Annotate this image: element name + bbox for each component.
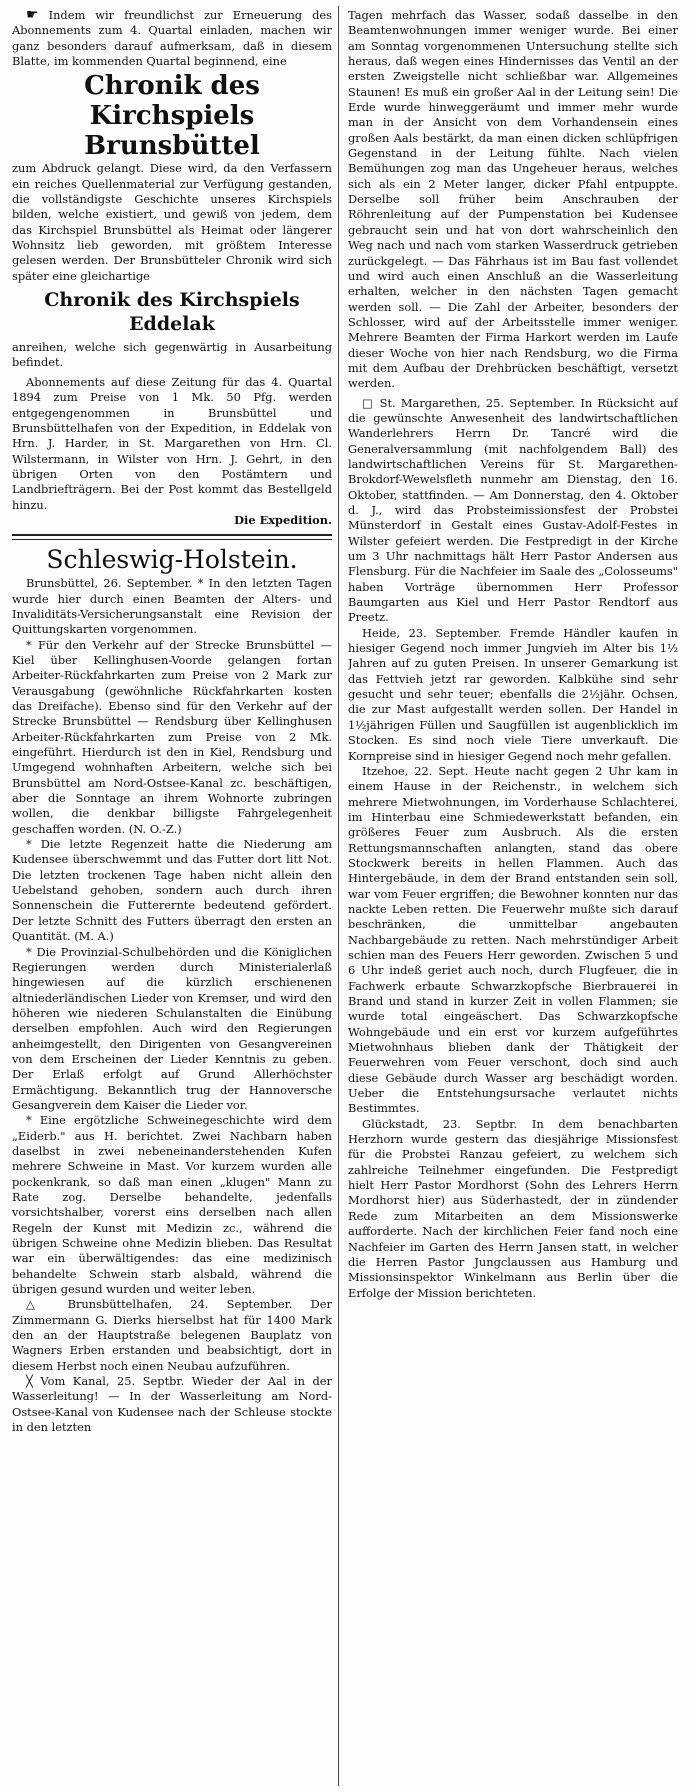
chronik-paragraph: zum Abdruck gelangt. Diese wird, da den Verfassern ein reiches Quellenmaterial zur Verfügung gestanden, die vollständigste Geschichte unseres Kirchspiels bilden, welche existiert, und gewiß von jedem, dem das Kirchspiel Brunsbüttel als Heimat oder längerer Wohnsitz lieb geworden, mit größtem Interesse gelesen werden. Der Brunsbütteler Chronik wird sich später eine gleichartige — [12, 161, 332, 283]
article-revision: Brunsbüttel, 26. September. * In den letzten Tagen wurde hier durch einen Beamten der Alters- und Invaliditäts-Versicherungsanstalt eine Revision der Quittungskarten vorgenommen. — [12, 576, 332, 637]
article-aal-continued: Tagen mehrfach das Wasser, sodaß dasselbe in den Beamtenwohnungen immer weniger wurde. Bei einer am Sonntag vorgenommenen Untersuchung stellte sich heraus, daß wegen eines Hindernisses das Ventil an der ersten Zweigstelle nicht schließbar war. Allgemeines Staunen! Es muß ein großer Aal in der Leitung sein! Die Erde wurde hinweggeräumt und immer mehr wurde man in der Ansicht von dem Vorhandensein eines großen Aals bestärkt, da man einen dicken schlüpfrigen Gegenstand in der Leitung fühlte. Nach vielen Bemühungen zog man das Ungeheuer heraus, welches sich als ein 2 Meter langer, dicker Pfahl entpuppte. Derselbe soll früher beim Anschrauben der Röhrenleitung auf der Pumpenstation bei Kudensee gebraucht sein und hat von dort wahrscheinlich den Weg nach und nach vom starken Wasserdruck getrieben zurückgelegt. — Das Fährhaus ist im Bau fast vollendet und wird auch einen Anschluß an die Wasserleitung erhalten, welcher in den nächsten Tagen gemacht werden soll. — Die Zahl der Arbeiter, besonders der Schlosser, wird auf der Arbeitsstelle immer weniger. Mehrere Beamten der Firma Harkort werden im Laufe dieser Woche von hier nach Rendsburg, wo die Firma mit dem Aufbau der Drehbrücken beschäftigt, versetzt werden. — [348, 8, 678, 391]
article-rueckfahrkarten: * Für den Verkehr auf der Strecke Brunsbüttel — Kiel über Kellinghusen-Voorde gelangen fortan Arbeiter-Rückfahrkarten zum Preise von 2 Mark zur Verausgabung (gewöhnliche Rückfahrkarten kosten das Dreifache). Ebenso sind für den Verkehr auf der Strecke Brunsbüttel — Rendsburg über Kellinghusen Arbeiter-Rückfahrkarten zum Preise von 2 Mk. eingeführt. Hierdurch ist den in Kiel, Rendsburg und Umgegend wohnhaften Arbeitern, welche sich bei Brunsbüttel am Nord-Ostsee-Kanal zc. beschäftigen, aber die Sonntage an ihrem Wohnorte zubringen wollen, die denkbar billigste Fahrgelegenheit geschaffen worden. (N. O.-Z.) — [12, 637, 332, 836]
article-kudensee: * Die letzte Regenzeit hatte die Niederung am Kudensee überschwemmt und das Futter dort litt Not. Die letzten trockenen Tage haben nicht allein den Uebelstand gehoben, sondern auch durch ihren Sonnenschein die Futterernte bedeutend gefördert. Der letzte Schnitt des Futters überragt den ersten an Quantität. (M. A.) — [12, 837, 332, 944]
article-itzehoe: Itzehoe, 22. Sept. Heute nacht gegen 2 Uhr kam in einem Hause in der Reichenstr., in welchem sich mehrere Mietwohnungen, im Vorderhause Schlachterei, im Hinterbau eine Schmiedewerkstatt befanden, ein größeres Feuer zum Ausbruch. Als die ersten Rettungsmannschaften anlangten, stand das obere Stockwerk bereits in hellen Flammen. Auch das Hintergebäude, in dem der Brand entstanden sein soll, war vom Feuer ergriffen; die Bewohner konnten nur das nackte Leben retten. Die Feuerwehr mußte sich darauf beschränken, die unmittelbar angebauten Nachbargebäude zu retten. Nach mehrstündiger Arbeit schien man des Feuers Herr geworden. Zwischen 5 und 6 Uhr indeß geriet auch noch, durch Flugfeuer, die in Fachwerk erbaute Schwarzkopfsche Bierbrauerei in Brand und stand in kurzer Zeit in vollen Flammen; sie wurde total eingeäschert. Das Schwarzkopfsche Wohngebäude und ein erst vor kurzem aufgeführtes Mietwohnhaus blieben dank der Thätigkeit der Feuerwehren vom Feuer verschont, doch sind auch diese Gebäude durch Wasser arg beschädigt worden. Ueber die Entstehungsursache verlautet nichts Bestimmtes. — [348, 763, 678, 1116]
article-st-margarethen: □ St. Margarethen, 25. September. In Rücksicht auf die gewünschte Anwesenheit des landwirtschaftlichen Wanderlehrers Herrn Dr. Tancré wird die Generalversammlung (mit nachfolgendem Ball) des landwirtschaftlichen Vereins für St. Margarethen-Brokdorf-Wewelsfleth nunmehr am Dienstag, den 16. Oktober, stattfinden. — Am Donnerstag, den 4. Oktober d. J., wird das Probsteimissionsfest der Probstei Münsterdorf in Gestalt eines Gustav-Adolf-Festes in Wilster gefeiert werden. Die Festpredigt in der Kirche um 3 Uhr nachmittags hält Herr Pastor Andersen aus Flensburg. Für die Nachfeier im Saale des „Colosseums" haben Vorträge übernommen Herr Professor Baumgarten aus Kiel und Herr Pastor Rendtorf aus Preetz. — [348, 395, 678, 625]
expedition-signature: Die Expedition. — [234, 512, 332, 527]
article-heide: Heide, 23. September. Fremde Händler kaufen in hiesiger Gegend noch immer Jungvieh im Alter bis 1½ Jahren auf zu guten Preisen. In unserer Gemarkung ist das Fettvieh jetzt rar geworden. Kalbkühe sind sehr gesucht und sehr teuer; ebenfalls die 2½jähr. Ochsen, die zur Mast aufgestallt werden sollen. Der Handel in 1½jährigen Füllen und Saugfüllen ist augenblicklich im Stocken. Es sind noch viele Tiere unverkauft. Die Kornpreise sind in hiesiger Gegend noch mehr gefallen. — [348, 625, 678, 763]
eddelak-paragraph: anreihen, welche sich gegenwärtig in Ausarbeitung befindet. — [12, 340, 332, 370]
right-column — [348, 8, 678, 1784]
article-vom-kanal: ╳ Vom Kanal, 25. Septbr. Wieder der Aal in der Wasserleitung! — In der Wasserleitung am Nord-Ostsee-Kanal von Kudensee nach der Schleuse stockte in den letzten — [12, 1374, 332, 1435]
left-column — [12, 8, 332, 1784]
chronik-brunsbuettel-title: Chronik des Kirchspiels Brunsbüttel — [84, 71, 260, 162]
section-heading: Schleswig-Holstein. — [46, 545, 298, 575]
article-glueckstadt: Glückstadt, 23. Septbr. In dem benachbarten Herzhorn wurde gestern das diesjährige Missionsfest für die Probstei Ranzau gefeiert, zu welchem sich zahlreiche Teilnehmer eingefunden. Die Festpredigt hielt Herr Pastor Mordhorst (Sohn des Lehrers Herrn Mordhorst hier) aus Süderhastedt, der in zündender Rede zum Mitarbeiten an dem Missionswerke aufforderte. Nach der kirchlichen Feier fand noch eine Nachfeier im Garten des Herrn Jansen statt, in welcher die Herren Pastor Jungclaussen aus Hamburg und Missionsinspektor Winkelmann aus Berlin über die Erfolge der Mission berichteten. — [348, 1116, 678, 1300]
abonnement-paragraph: Abonnements auf diese Zeitung für das 4. Quartal 1894 zum Preise von 1 Mk. 50 Pfg. werden entgegengenommen in Brunsbüttel und Brunsbüttelhafen von der Expedition, in Eddelak von Hrn. J. Harder, in St. Margarethen von Hrn. Cl. Wilstermann, in Wilster von Hrn. J. Gehrt, in den übrigen Orten von den Postämtern und Landbriefträgern. Bei der Post kommt das Bestellgeld hinzu. — [12, 374, 332, 512]
article-lieder: * Die Provinzial-Schulbehörden und die Königlichen Regierungen werden durch Ministerialerlaß hingewiesen auf die kürzlich erschienenen altniederländischen Lieder von Kremser, und wird den höheren wie niederen Schulanstalten die Einübung derselben empfohlen. Auch wird den Regierungen anheimgestellt, den Dirigenten von Gesangvereinen von dem Erscheinen der Lieder Kenntnis zu geben. Der Erlaß erfolgt auf Grund Allerhöchster Ermächtigung. Bekanntlich trug der Hannoversche Gesangverein dem Kaiser die Lieder vor. — [12, 944, 332, 1112]
article-brunsbuettelhafen: △ Brunsbüttelhafen, 24. September. Der Zimmermann G. Dierks hierselbst hat für 1400 Mark den an der Hauptstraße belegenen Bauplatz von Wagners Erben erstanden und beabsichtigt, dort in diesem Herbst noch einen Neubau aufzuführen. — [12, 1297, 332, 1373]
chronik-eddelak-title: Chronik des Kirchspiels Eddelak — [44, 289, 300, 336]
section-divider — [12, 534, 332, 540]
pointing-hand-icon: ☛ — [26, 8, 39, 23]
subscription-intro: ☛ Indem wir freundlichst zur Erneuerung des Abonnements zum 4. Quartal einladen, machen wir ganz besonders darauf aufmerksam, daß in diesem Blatte, im kommenden Quartal beginnend, eine — [12, 8, 332, 69]
article-schweine: * Eine ergötzliche Schweinegeschichte wird dem „Eiderb." aus H. berichtet. Zwei Nachbarn haben daselbst in zwei nebeneinanderstehenden Kufen mehrere Schweine in Mast. Vor kurzem wurden alle pockenkrank, so daß man einen „klugen" Mann zu Rate zog. Derselbe behandelte, jedenfalls vorsichtshalber, vorerst eins derselben nach allen Regeln der Kunst mit Medizin zc., während die übrigen Schweine ohne Medizin blieben. Das Resultat war ein überwältigendes: das eine medizinisch behandelte Schwein starb alsbald, während die übrigen gesund wurden und weiter leben. — [12, 1113, 332, 1297]
column-divider — [338, 6, 339, 1786]
